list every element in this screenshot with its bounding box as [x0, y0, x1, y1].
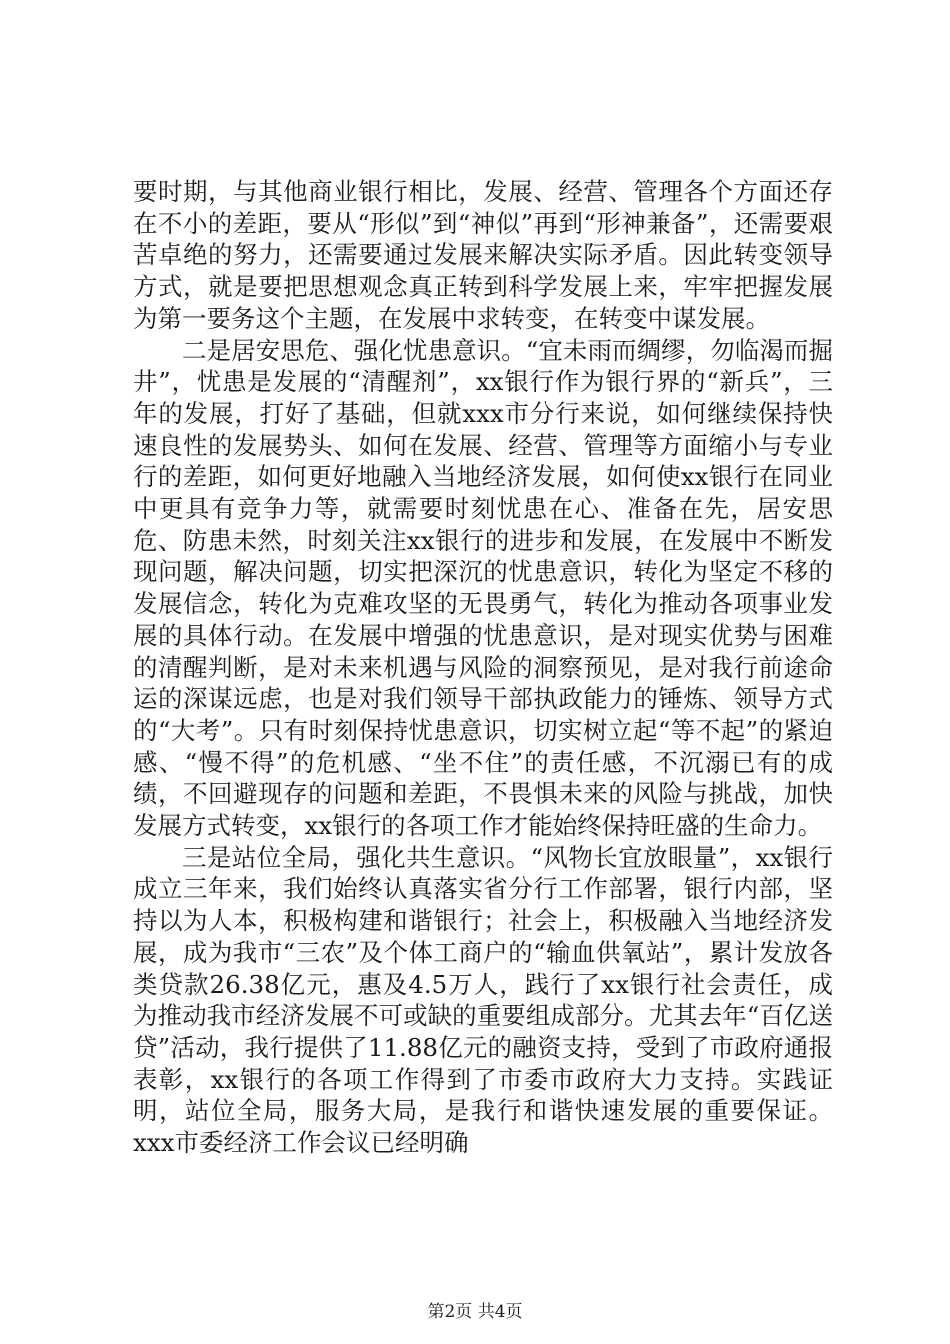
page-footer: 第2页 共4页	[427, 1302, 523, 1322]
paragraph-continuation: 要时期，与其他商业银行相比，发展、经营、管理各个方面还存在不小的差距，要从“形似”到“神似”再到“形神兼备”，还需要艰苦卓绝的努力，还需要通过发展来解决实际矛盾。因此转变领导方式，就是要把思想观念真正转到科学发展上来，牢牢把握发展为第一要务这个主题，在发展中求转变，在转变中谋发展。	[133, 177, 833, 333]
paragraph-third-point: 三是站位全局，强化共生意识。“风物长宜放眼量”，xx银行成立三年来，我们始终认真落实省分行工作部署，银行内部，坚持以为人本，积极构建和谐银行；社会上，积极融入当地经济发展，成为我市“三农”及个体工商户的“输血供氧站”，累计发放各类贷款26.38亿元，惠及4.5万人，践行了xx银行社会责任，成为推动我市经济发展不可或缺的重要组成部分。尤其去年“百亿送贷”活动，我行提供了11.88亿元的融资支持，受到了市政府通报表彰，xx银行的各项工作得到了市委市政府大力支持。实践证明，站位全局，服务大局，是我行和谐快速发展的重要保证。xxx市委经济工作会议已经明确	[133, 842, 833, 1158]
paragraph-second-point: 二是居安思危、强化忧患意识。“宜未雨而绸缪，勿临渴而掘井”，忧患是发展的“清醒剂”，xx银行作为银行界的“新兵”，三年的发展，打好了基础，但就xxx市分行来说，如何继续保持快速良性的发展势头、如何在发展、经营、管理等方面缩小与专业行的差距，如何更好地融入当地经济发展，如何使xx银行在同业中更具有竞争力等，就需要时刻忧患在心、准备在先，居安思危、防患未然，时刻关注xx银行的进步和发展，在发展中不断发现问题，解决问题，切实把深沉的忧患意识，转化为坚定不移的发展信念，转化为克难攻坚的无畏勇气，转化为推动各项事业发展的具体行动。在发展中增强的忧患意识，是对现实优势与困难的清醒判断，是对未来机遇与风险的洞察预见，是对我行前途命运的深谋远虑，也是对我们领导干部执政能力的锤炼、领导方式的“大考”。只有时刻保持忧患意识，切实树立起“等不起”的紧迫感、“慢不得”的危机感、“坐不住”的责任感，不沉溺已有的成绩，不回避现存的问题和差距，不畏惧未来的风险与挑战，加快发展方式转变，xx银行的各项工作才能始终保持旺盛的生命力。	[133, 335, 833, 841]
document-body	[133, 176, 833, 1159]
